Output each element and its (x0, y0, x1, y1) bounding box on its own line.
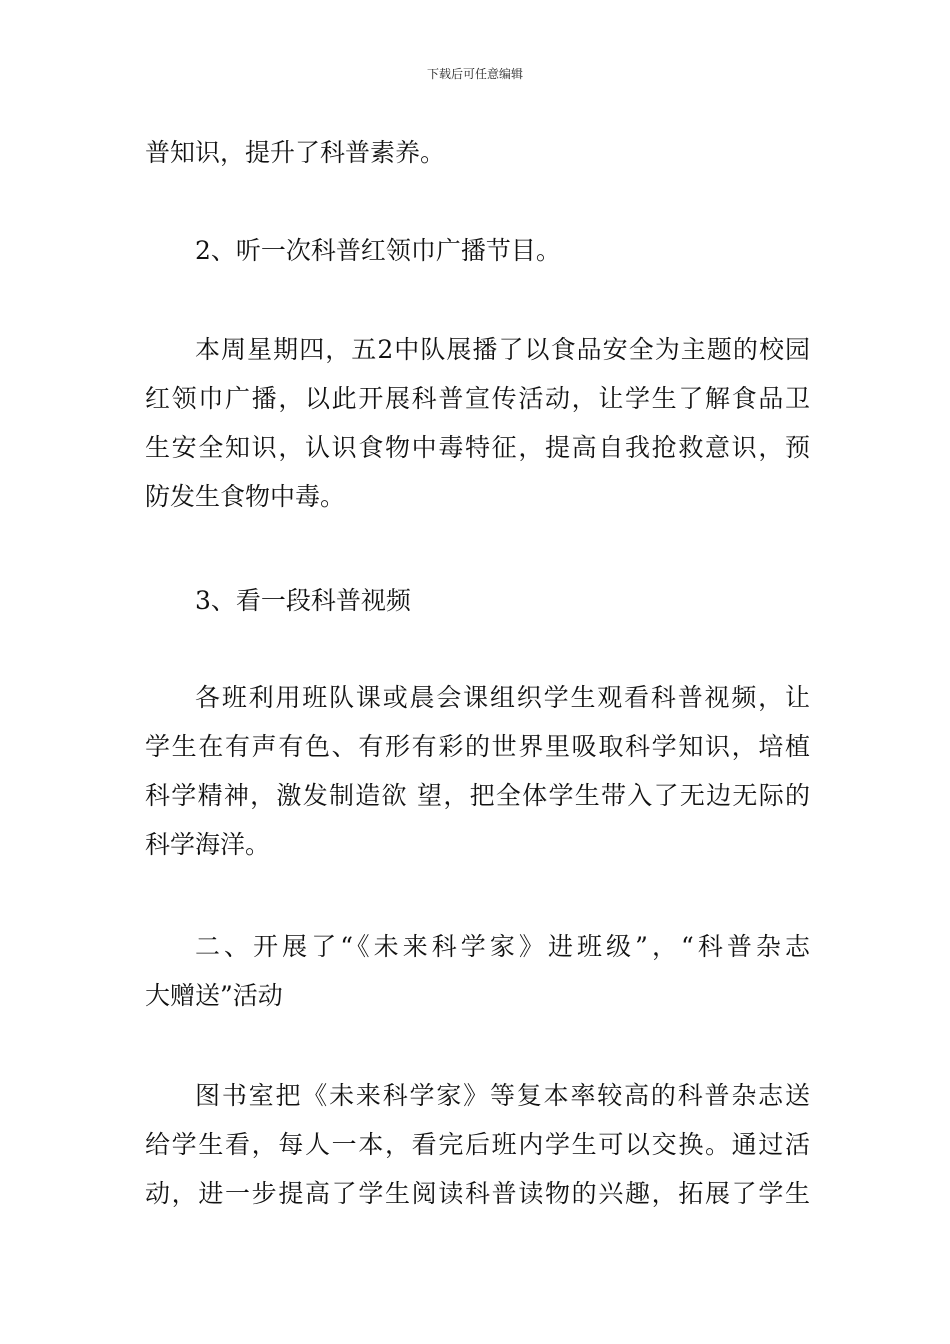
text-line: 科学海洋。 (145, 830, 271, 859)
text-line: 普知识，提升了科普素养。 (145, 138, 446, 167)
paragraph-broadcast (145, 325, 810, 521)
section-heading-2 (145, 922, 810, 1020)
section-item-2 (145, 226, 810, 275)
text-line: 3、看一段科普视频 (195, 586, 411, 615)
text-line: 给学生看，每人一本，看完后班内学生可以交换。通过活 (145, 1130, 810, 1159)
text-line: 红领巾广播，以此开展科普宣传活动，让学生了解食品卫 (145, 384, 810, 413)
paragraph-continuation (145, 128, 810, 177)
text-line: 生安全知识，认识食物中毒特征，提高自我抢救意识，预 (145, 433, 810, 462)
paragraph-library (145, 1071, 810, 1218)
page-header: 下载后可任意编辑 (426, 67, 523, 81)
text-line: 学生在有声有色、有形有彩的世界里吸取科学知识，培植 (145, 732, 810, 761)
text-line: 科学精神，激发制造欲 望，把全体学生带入了无边无际的 (145, 781, 810, 810)
text-line: 各班利用班队课或晨会课组织学生观看科普视频，让 (195, 683, 810, 712)
text-line: 2、听一次科普红领巾广播节目。 (195, 236, 561, 265)
paragraph-video (145, 673, 810, 869)
text-line: 二、开展了“《未来科学家》进班级”，“科普杂志 (195, 932, 810, 961)
text-line: 动，进一步提高了学生阅读科普读物的兴趣，拓展了学生 (145, 1179, 810, 1208)
text-line: 图书室把《未来科学家》等复本率较高的科普杂志送 (195, 1081, 810, 1110)
text-line: 防发生食物中毒。 (145, 482, 346, 511)
text-line: 大赠送”活动 (145, 981, 283, 1010)
section-item-3 (145, 576, 810, 625)
text-line: 本周星期四，五2中队展播了以食品安全为主题的校园 (195, 335, 810, 364)
